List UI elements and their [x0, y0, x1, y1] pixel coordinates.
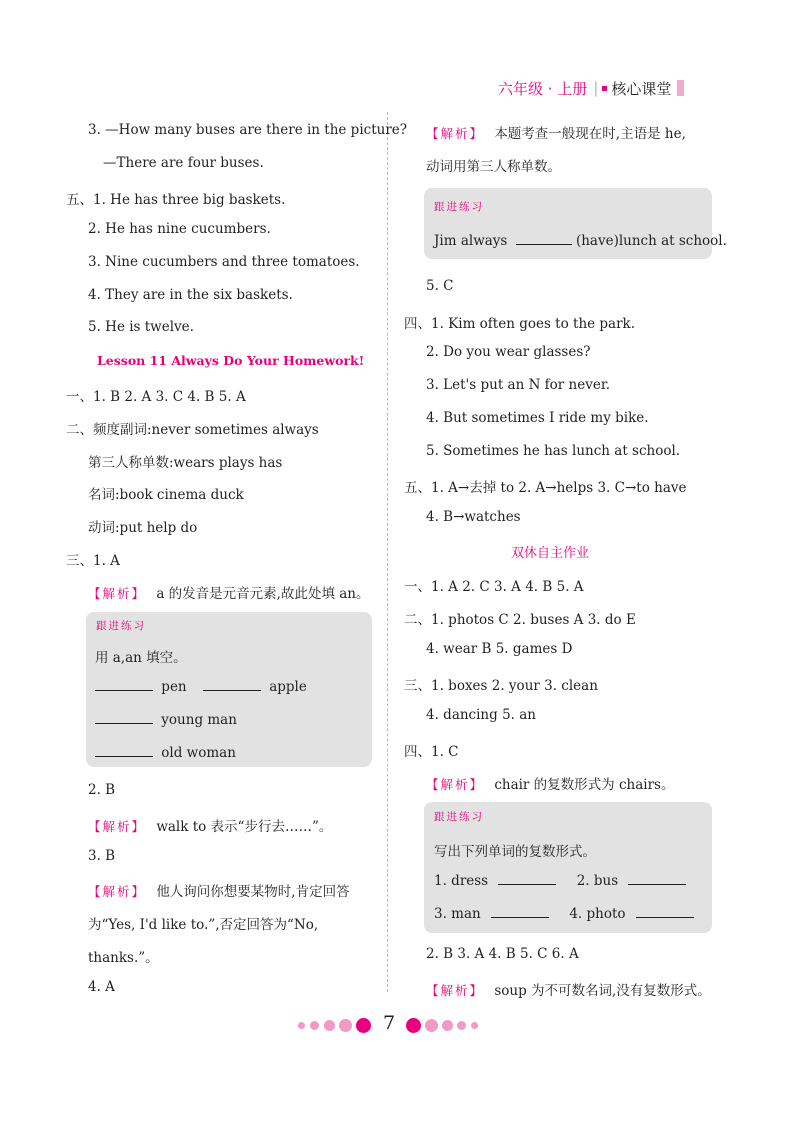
dot-icon [406, 1018, 421, 1033]
fill-blank[interactable] [498, 883, 556, 885]
answer-line: 四、1. Kim often goes to the park. [404, 316, 636, 332]
fill-blank[interactable] [203, 689, 261, 691]
answer-line: 五、1. A→去掉 to 2. A→helps 3. C→to have [404, 480, 687, 496]
answer-line: 5. C [426, 278, 454, 294]
practice-item [95, 679, 307, 695]
analysis-text: 本题考查一般现在时,主语是 he, [494, 126, 686, 142]
answer-line: 4. A [88, 979, 115, 995]
header-title: 核心课堂 [611, 79, 672, 98]
analysis-tag: 【解析】 [88, 819, 147, 834]
practice-box [86, 612, 372, 767]
dot-icon [356, 1018, 371, 1033]
answer-line: 3. —How many buses are there in the picture? [88, 122, 408, 138]
practice-word: young man [161, 712, 237, 728]
dot-icon [310, 1021, 319, 1030]
fill-blank[interactable] [95, 689, 153, 691]
answer-line: 3. B [88, 848, 116, 864]
practice-word: old woman [161, 745, 236, 761]
answer-line: 2. Do you wear glasses? [426, 344, 591, 360]
page-header [498, 78, 684, 98]
analysis-text: thanks.”。 [88, 950, 159, 966]
analysis-tag: 【解析】 [426, 126, 485, 141]
answer-line: 2. B 3. A 4. B 5. C 6. A [426, 946, 579, 962]
bar-icon [677, 80, 684, 96]
dot-icon [457, 1021, 466, 1030]
analysis-text: soup 为不可数名词,没有复数形式。 [494, 983, 711, 999]
analysis-note [426, 773, 674, 793]
lesson-title: Lesson 11 Always Do Your Homework! [97, 353, 365, 368]
practice-item [434, 906, 694, 922]
analysis-tag: 【解析】 [426, 777, 485, 792]
practice-item [95, 745, 236, 761]
practice-box-title: 跟进练习 [434, 201, 484, 213]
answer-line: 4. B→watches [426, 509, 521, 525]
analysis-note [88, 582, 369, 602]
practice-word: 2. bus [576, 873, 619, 889]
practice-box [424, 188, 727, 259]
practice-box [424, 802, 712, 933]
practice-word: 3. man [434, 906, 481, 922]
dot-icon [471, 1022, 478, 1029]
page-footer [0, 1014, 800, 1034]
analysis-tag: 【解析】 [426, 983, 485, 998]
practice-word: apple [269, 679, 307, 695]
dot-icon [442, 1020, 453, 1031]
analysis-note [426, 979, 711, 999]
fill-blank[interactable] [95, 755, 153, 757]
practice-word: Jim always [434, 233, 508, 249]
answer-line: 2. B [88, 782, 116, 798]
header-separator: | [593, 79, 599, 97]
answer-line: 五、1. He has three big baskets. [66, 192, 286, 208]
answer-line: 名词:book cinema duck [88, 487, 244, 503]
practice-item [434, 873, 686, 889]
practice-word: 1. dress [434, 873, 489, 889]
grade-label: 六年级 · 上册 [498, 79, 588, 98]
analysis-text: 为“Yes, I'd like to.”,否定回答为“No, [88, 917, 319, 933]
practice-instruction: 写出下列单词的复数形式。 [434, 844, 596, 860]
answer-line: 3. Let's put an N for never. [426, 377, 611, 393]
page-number: 7 [383, 1012, 396, 1034]
answer-line: 一、1. B 2. A 3. C 4. B 5. A [66, 389, 246, 405]
answer-line: 2. He has nine cucumbers. [88, 221, 271, 237]
answer-line: 二、频度副词:never sometimes always [66, 422, 319, 438]
fill-blank[interactable] [95, 722, 153, 724]
answer-line: 四、1. C [404, 744, 459, 760]
fill-blank[interactable] [636, 916, 694, 918]
analysis-text: 动词用第三人称单数。 [426, 159, 561, 175]
analysis-text: 他人询问你想要某物时,肯定回答 [156, 884, 350, 900]
answer-line: 动词:put help do [88, 520, 198, 536]
answer-line: 三、1. A [66, 553, 120, 569]
answer-line: 3. Nine cucumbers and three tomatoes. [88, 254, 360, 270]
fill-blank[interactable] [491, 916, 549, 918]
answer-line: 4. wear B 5. games D [426, 641, 573, 657]
answer-line: 5. Sometimes he has lunch at school. [426, 443, 681, 459]
analysis-text: chair 的复数形式为 chairs。 [494, 777, 675, 793]
analysis-note [88, 880, 350, 900]
analysis-text: a 的发音是元音元素,故此处填 an。 [156, 586, 370, 602]
analysis-tag: 【解析】 [88, 586, 147, 601]
analysis-text: walk to 表示“步行去……”。 [156, 819, 333, 835]
answer-line: —There are four buses. [103, 155, 264, 171]
practice-item [434, 233, 727, 249]
column-divider [387, 112, 388, 992]
practice-instruction: 用 a,an 填空。 [95, 650, 187, 666]
analysis-note [426, 122, 686, 142]
practice-word: (have)lunch at school. [575, 233, 727, 249]
analysis-note [88, 815, 332, 835]
practice-word: pen [161, 679, 187, 695]
fill-blank[interactable] [516, 243, 572, 245]
answer-line: 4. dancing 5. an [426, 707, 536, 723]
answer-line: 一、1. A 2. C 3. A 4. B 5. A [404, 579, 584, 595]
answer-line: 二、1. photos C 2. buses A 3. do E [404, 612, 636, 628]
answer-line: 第三人称单数:wears plays has [88, 455, 283, 471]
answer-line: 4. They are in the six baskets. [88, 287, 293, 303]
practice-item [95, 712, 237, 728]
square-icon [602, 86, 607, 91]
practice-box-title: 跟进练习 [434, 811, 484, 823]
practice-box-title: 跟进练习 [96, 620, 146, 632]
dot-icon [324, 1020, 335, 1031]
dot-icon [339, 1019, 352, 1032]
section-title: 双休自主作业 [511, 546, 590, 561]
practice-word: 4. photo [569, 906, 626, 922]
answer-line: 三、1. boxes 2. your 3. clean [404, 678, 598, 694]
answer-line: 5. He is twelve. [88, 319, 194, 335]
dot-icon [425, 1019, 438, 1032]
answer-line: 4. But sometimes I ride my bike. [426, 410, 649, 426]
fill-blank[interactable] [628, 883, 686, 885]
dot-icon [298, 1022, 305, 1029]
analysis-tag: 【解析】 [88, 884, 147, 899]
